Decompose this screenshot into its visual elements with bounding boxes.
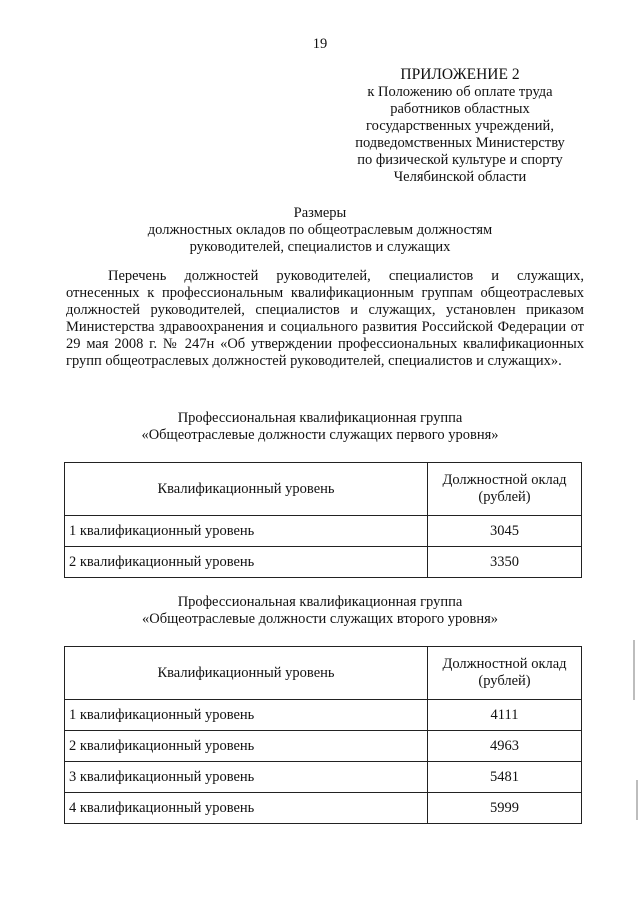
group-subtitle-line: «Общеотраслевые должности служащих первого уровня» xyxy=(141,427,499,443)
salary-cell: 3045 xyxy=(428,516,582,547)
heading-line: Размеры xyxy=(293,205,347,221)
salary-cell: 3350 xyxy=(428,547,582,578)
level-cell: 3 квалификационный уровень xyxy=(65,762,428,793)
level-cell: 1 квалификационный уровень xyxy=(65,700,428,731)
table-row xyxy=(65,731,582,762)
column-header-salary-unit: (рублей) xyxy=(478,673,531,689)
group-2-title xyxy=(0,594,640,628)
column-header-salary-line: Должностной оклад xyxy=(442,472,567,488)
group-1-title xyxy=(0,410,640,444)
appendix-line: к Положению об оплате труда xyxy=(367,84,553,100)
column-header-salary xyxy=(428,463,582,516)
table-row xyxy=(65,547,582,578)
appendix-line: по физической культуре и спорту xyxy=(357,152,563,168)
table-header-row xyxy=(65,647,582,700)
level-cell: 2 квалификационный уровень xyxy=(65,731,428,762)
level-cell: 1 квалификационный уровень xyxy=(65,516,428,547)
salary-table-group-1 xyxy=(64,462,582,578)
column-header-level: Квалификационный уровень xyxy=(65,463,428,516)
column-header-salary-unit: (рублей) xyxy=(478,489,531,505)
salary-cell: 5999 xyxy=(428,793,582,824)
scan-edge-mark xyxy=(636,780,638,820)
appendix-line: Челябинской области xyxy=(393,169,527,185)
table-row xyxy=(65,516,582,547)
salary-table-group-2 xyxy=(64,646,582,824)
heading-line: руководителей, специалистов и служащих xyxy=(189,239,451,255)
column-header-level: Квалификационный уровень xyxy=(65,647,428,700)
column-header-salary-line: Должностной оклад xyxy=(442,656,567,672)
table-header-row xyxy=(65,463,582,516)
column-header-salary xyxy=(428,647,582,700)
group-title-line: Профессиональная квалификационная группа xyxy=(177,410,463,426)
heading-line: должностных окладов по общеотраслевым должностям xyxy=(147,222,493,238)
document-heading xyxy=(0,205,640,256)
appendix-title: ПРИЛОЖЕНИЕ 2 xyxy=(400,66,520,83)
appendix-block xyxy=(340,66,580,186)
salary-cell: 4963 xyxy=(428,731,582,762)
level-cell: 4 квалификационный уровень xyxy=(65,793,428,824)
scan-edge-mark xyxy=(633,640,635,700)
appendix-line: работников областных xyxy=(390,101,530,117)
appendix-line: подведомственных Министерству xyxy=(355,135,565,151)
salary-cell: 4111 xyxy=(428,700,582,731)
table-row xyxy=(65,793,582,824)
level-cell: 2 квалификационный уровень xyxy=(65,547,428,578)
salary-cell: 5481 xyxy=(428,762,582,793)
appendix-line: государственных учреждений, xyxy=(366,118,554,134)
table-row xyxy=(65,762,582,793)
page-number: 19 xyxy=(312,36,328,52)
group-title-line: Профессиональная квалификационная группа xyxy=(177,594,463,610)
table-row xyxy=(65,700,582,731)
intro-paragraph: Перечень должностей руководителей, специалистов и служащих, отнесенных к профессиональным квалификационным группам общеотраслевых должностей руководителей, специалистов и служащих, установлен приказом Министерства здравоохранения и социального развития Российской Федерации от 29 мая 2008 г. № 247н «Об утверждении профессиональных квалификационных групп общеотраслевых должностей руководителей, специалистов и служащих». xyxy=(66,268,584,369)
group-subtitle-line: «Общеотраслевые должности служащих второго уровня» xyxy=(141,611,499,627)
